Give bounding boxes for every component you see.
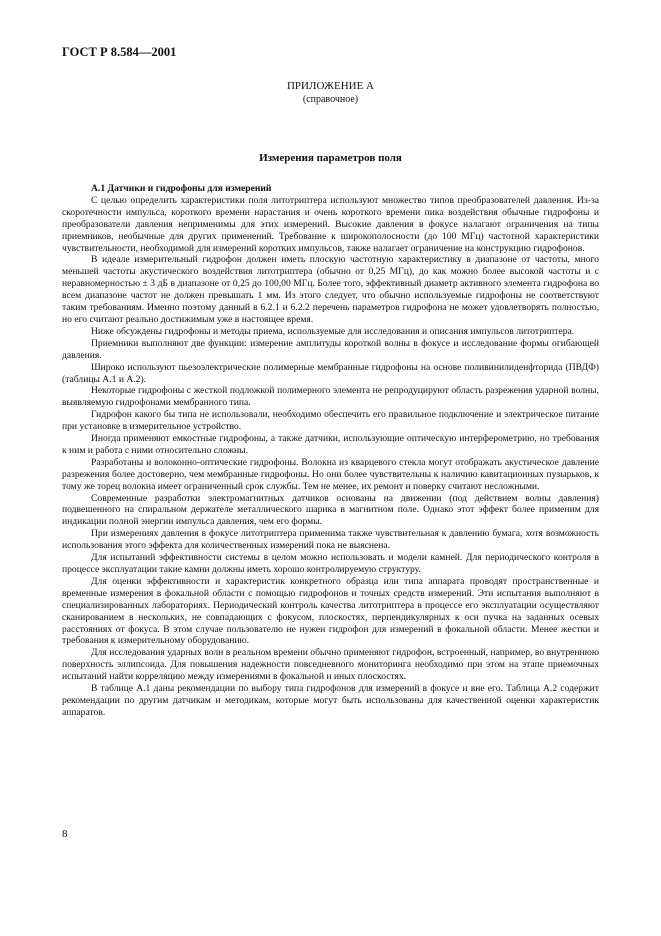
paragraph: Для испытаний эффективности системы в целом можно использовать и модели камней. Для периодического контроля в процессе эксплуатации такие камни должны иметь хорошо контролируемую структуру. — [62, 552, 599, 575]
paragraph: Современные разработки электромагнитных датчиков основаны на движении (под действием волны давления) подвешенного на спиральном держателе металлического шарика в магнитном поле. Однако этот эффект более применим для индикации полной энергии импульса давления, чем его формы. — [62, 492, 599, 528]
appendix-title: ПРИЛОЖЕНИЕ А — [286, 80, 374, 92]
appendix-subtitle: (справочное) — [302, 94, 359, 105]
paragraph: При измерениях давления в фокусе литотриптера применима также чувствительная к давлению бумага, хотя возможность использования этого эффекта для количественных измерений пока не выяснена. — [62, 528, 599, 552]
paragraph: В таблице А.1 даны рекомендации по выбору типа гидрофонов для измерений в фокусе и вне его. Таблица А.2 содержит рекомендации по другим датчикам и методикам, которые могут быть использованы для качественной оценки характеристик аппаратов. — [62, 683, 599, 718]
paragraph: Некоторые гидрофоны с жесткой подложкой полимерного элемента не репродуцируют область разрежения ударной волны, выявляемую гидрофонами мембранного типа. — [62, 385, 599, 409]
paragraph: Гидрофон какого бы типа не использовали, необходимо обеспечить его правильное подключение и электрическое питание при установке в измерительное устройство. — [62, 409, 599, 433]
page-number: 8 — [62, 828, 68, 840]
document-header-id: ГОСТ Р 8.584—2001 — [62, 45, 177, 59]
paragraph: Для исследования ударных волн в реальном времени обычно применяют гидрофон, встроенный, например, во внутреннюю поверхность эллипсоида. Для повышения надежности повседневного мониторинга необходимо при этом на этапе приемочных испытаний найти корреляцию между измерениями в фокальной и иных плоскостях. — [62, 647, 599, 683]
paragraph: Приемники выполняют две функции: измерение амплитуды короткой волны в фокусе и исследование формы огибающей давления. — [62, 337, 599, 361]
paragraph: Иногда применяют емкостные гидрофоны, а также датчики, использующие оптическую интерферометрию, но требования к ним и работа с ними относительно сложны. — [62, 433, 599, 456]
paragraph: С целью определить характеристики поля литотриптера используют множество типов преобразователей давления. Из-за скоротечности импульса, короткого времени нарастания и очень короткого времени пика воздействия обычные гидрофоны и преобразователи давления неприменимы для этих измерений. Высокие давления в фокусе налагают ограничения на типы приемников, необычные для других применений. Требование к широкополосности (до 100 МГц) частотной характеристики чувствительности, необходимой для измерений коротких импульсов, также налагает ограничение на конструкцию гидрофонов. — [62, 194, 599, 254]
paragraph: Широко используют пьезоэлектрические полимерные мембранные гидрофоны на основе поливинилиденфторида (ПВДФ) (таблицы А.1 и А.2). — [62, 361, 599, 385]
subsection-heading: А.1 Датчики и гидрофоны для измерений — [91, 183, 272, 194]
document-body — [62, 183, 599, 719]
paragraph: Для оценки эффективности и характеристик конкретного образца или типа аппарата проводят пространственные и временные измерения в фокальной области с помощью гидрофонов и точных средств измерений. Эти испытания выполняют в специализированных лабораториях. Периодический контроль качества литотриптера в процессе его эксплуатации осуществляют сканированием в нескольких, не совпадающих с фокусом, плоскостях, перпендикулярных к оси пучка на заданных осевых расстояниях от фокуса. В этом случае пользователю не нужен гидрофон для измерений в фокальной области. Менее жестки и требования к измерительному оборудованию. — [62, 575, 599, 647]
paragraph: В идеале измерительный гидрофон должен иметь плоскую частотную характеристику в диапазоне от частоты, много меньшей частоты акустического воздействия литотриптера (обычно от 0,25 МГц), до как можно более высокой частоты и с неравномерностью ± 3 дБ в диапазоне от 0,25 до 100,00 МГц. Более того, эффективный диаметр активного элемента гидрофона во всем диапазоне частот не должен превышать 1 мм. Из этого следует, что обычно используемые гидрофоны не соответствуют таким требованиям. Именно поэтому данный в 6.2.1 и 6.2.2 перечень параметров гидрофона не может удовлетворять полностью, но его считают реально достижимым уже в настоящее время. — [62, 254, 599, 325]
paragraph: Разработаны и волоконно-оптические гидрофоны. Волокна из кварцевого стекла могут отображать акустическое давление разрежения более достоверно, чем мембранные гидрофоны. Но они более чувствительны к наличию кавитационных пузырьков, к тому же торец волокна имеет ограниченный срок службы. Тем не менее, их ремонт и поверку считают несложными. — [62, 456, 599, 492]
paragraph: Ниже обсуждены гидрофоны и методы приема, используемые для исследования и описания импульсов литотриптера. — [91, 325, 575, 337]
section-title: Измерения параметров поля — [259, 152, 402, 164]
